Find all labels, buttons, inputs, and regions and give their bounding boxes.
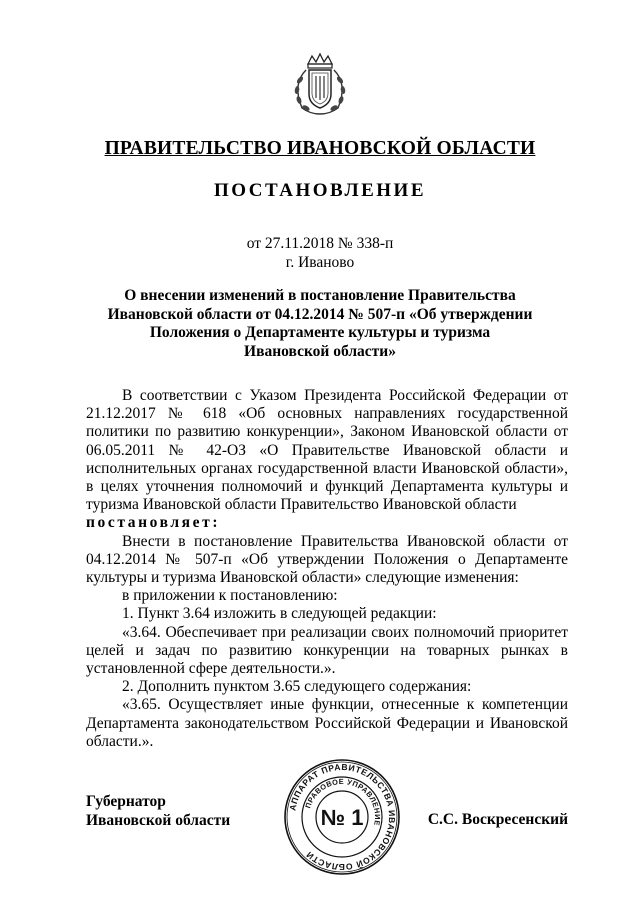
resolve-word: постановляет: xyxy=(86,514,221,532)
title-line: Положения о Департаменте культуры и туризма xyxy=(149,324,491,341)
body-paragraph: 1. Пункт 3.64 изложить в следующей редакции: xyxy=(122,605,437,623)
title-line: Ивановской области от 04.12.2014 № 507-п «Об утверждении xyxy=(107,305,533,323)
stamp-inner-text: ПРАВОВОЕ УПРАВЛЕНИЕ xyxy=(303,776,383,827)
body-paragraph: «3.65. Осуществляет иные функции, отнесенные к компетенции Департамента законодательством Российской Федерации и Ивановской области.». xyxy=(86,696,568,750)
position-line: Ивановской области xyxy=(86,811,231,829)
position-line: Губернатор xyxy=(86,793,166,810)
signatory-position xyxy=(86,793,230,830)
city: г. Иваново xyxy=(285,254,355,271)
body-paragraph: в приложении к постановлению: xyxy=(122,587,338,605)
date-number: от 27.11.2018 № 338-п xyxy=(246,235,394,252)
title-line: Ивановской области» xyxy=(244,342,396,360)
body-paragraph: Внести в постановление Правительства Ивановской области от 04.12.2014 № 507-п «Об утверждении Положения о Департаменте культуры и туризма Ивановской области» следующие изменения: xyxy=(86,532,568,587)
preamble-paragraph: В соответствии с Указом Президента Российской Федерации от 21.12.2017 № 618 «Об основных направлениях государственной политики по развитию конкуренции», Законом Ивановской области от 06.05.2011 № 42-ОЗ «О Правительстве Ивановской области и исполнительных органах государственной власти Ивановской области», в целях уточнения полномочий и функций Департамента культуры и туризма Ивановской области Правительство Ивановской области xyxy=(86,387,568,514)
document-body xyxy=(86,387,568,751)
document-type: ПОСТАНОВЛЕНИЕ xyxy=(213,180,427,201)
resolve-paragraph xyxy=(86,514,568,532)
official-stamp-icon xyxy=(282,757,402,877)
coat-of-arms-icon xyxy=(284,50,356,118)
document-title xyxy=(90,287,550,361)
signatory-name: С.С. Воскресенский xyxy=(427,811,568,828)
date-block xyxy=(0,234,640,272)
stamp-outer-text: АППАРАТ ПРАВИТЕЛЬСТВА ИВАНОВСКОЙ ОБЛАСТИ xyxy=(287,761,398,873)
organization-name: ПРАВИТЕЛЬСТВО ИВАНОВСКОЙ ОБЛАСТИ xyxy=(104,138,536,159)
body-paragraph: «3.64. Обеспечивает при реализации своих полномочий приоритет целей и задач по развитию конкуренции на товарных рынках в установленной сфере деятельности.». xyxy=(86,623,568,678)
stamp-number: № 1 xyxy=(320,805,364,830)
title-line: О внесении изменений в постановление Правительства xyxy=(124,287,516,304)
body-paragraph: 2. Дополнить пунктом 3.65 следующего содержания: xyxy=(122,678,472,696)
